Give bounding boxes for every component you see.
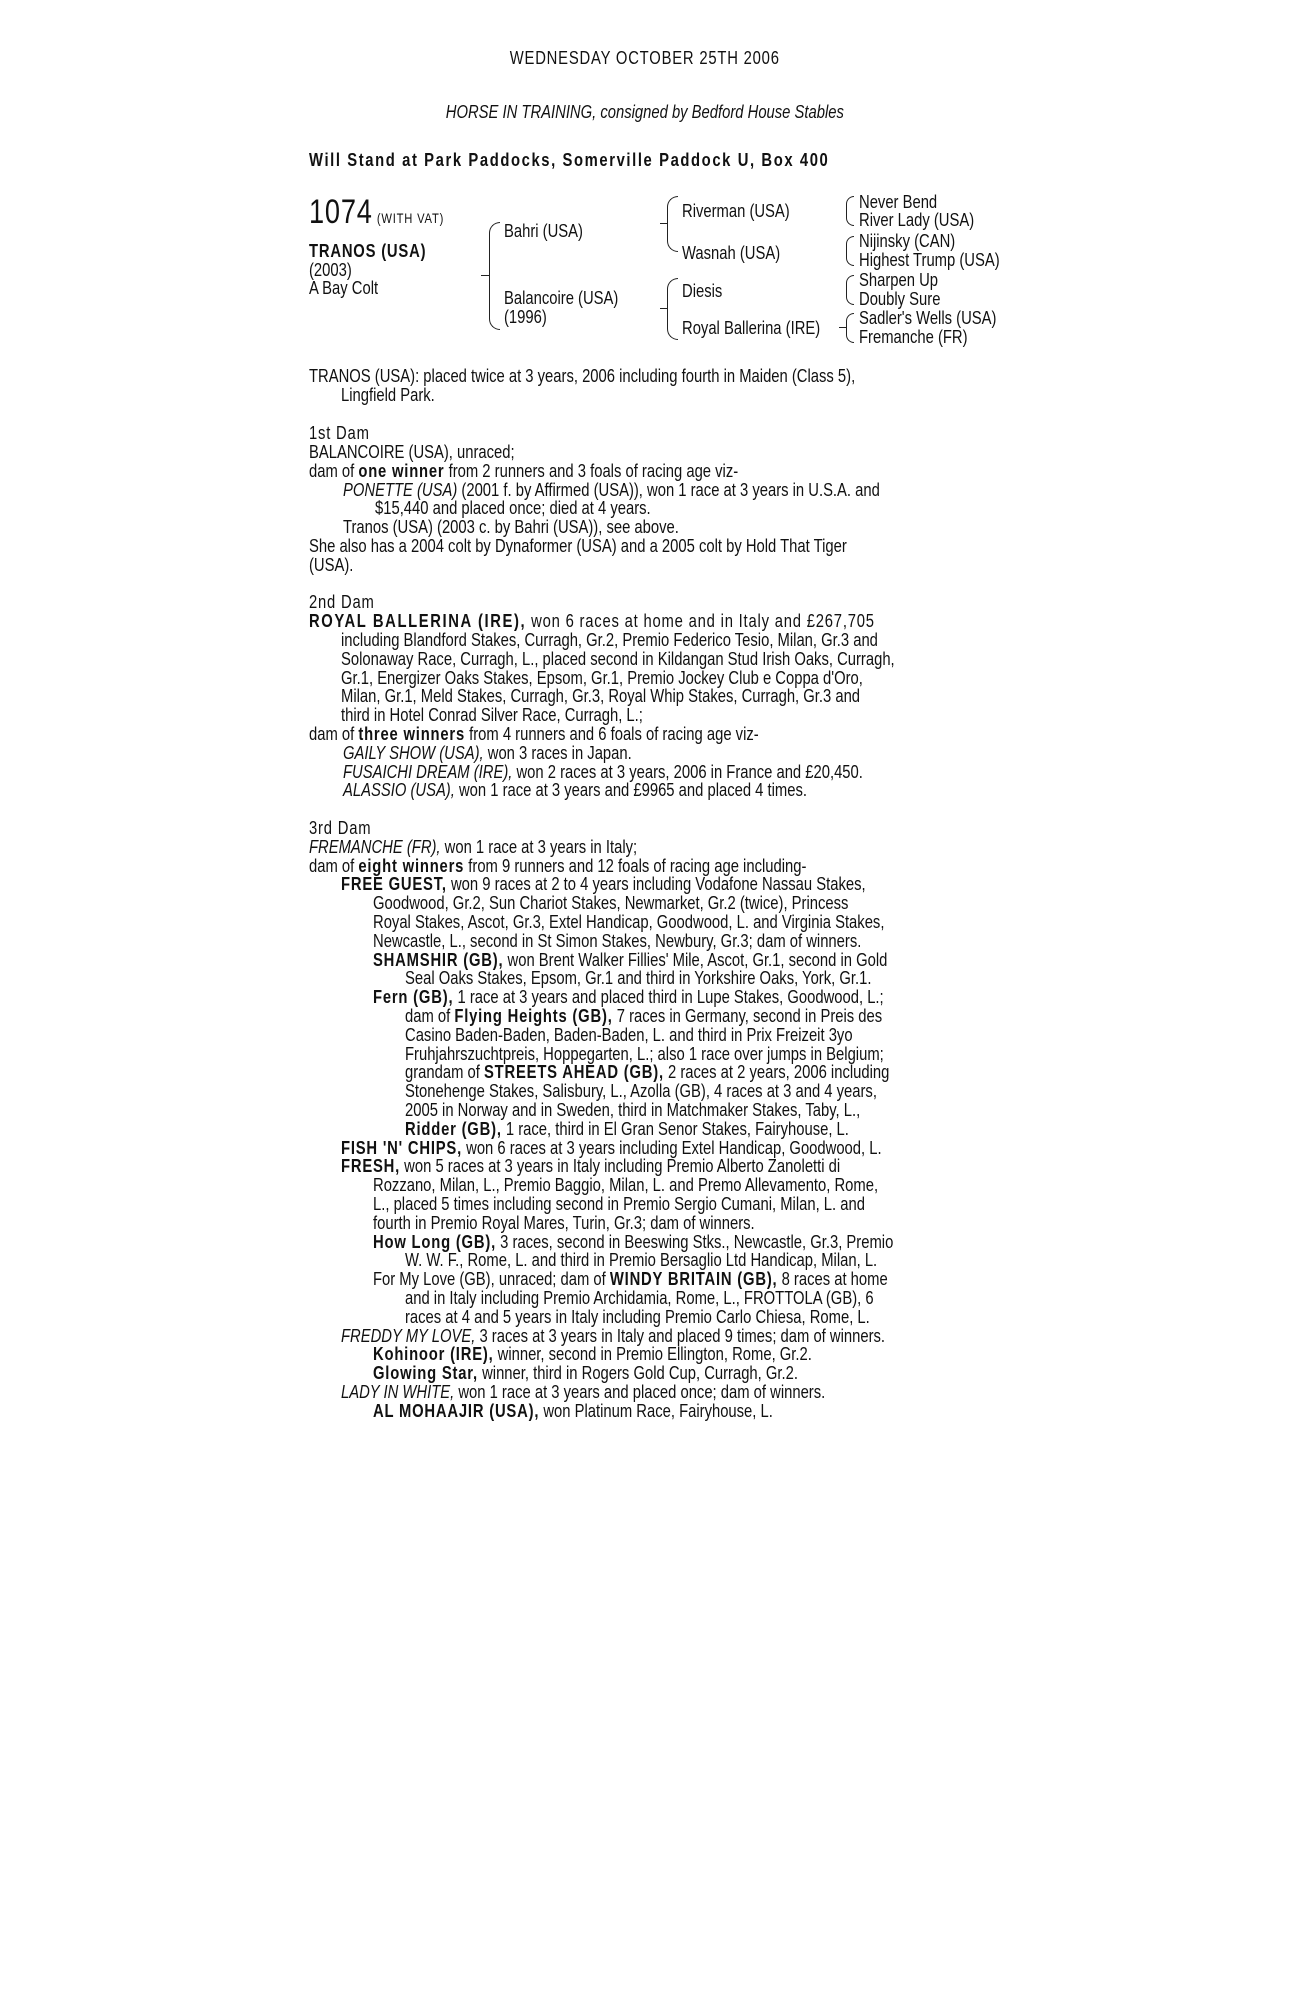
horse-year: (2003) — [309, 259, 352, 280]
dam3-line: LADY IN WHITE, won 1 race at 3 years and placed once; dam of winners. — [341, 1381, 826, 1402]
horse-name: TRANOS (USA) — [309, 240, 427, 261]
section-heading: 2nd Dam — [309, 591, 375, 612]
lot-heading — [309, 195, 444, 229]
dam2-line: Solonaway Race, Curragh, L., placed second in Kildangan Stud Irish Oaks, Curragh, — [341, 648, 895, 669]
dam3-line: FRESH, won 5 races at 3 years in Italy including Premio Alberto Zanoletti di — [341, 1155, 841, 1176]
dam2-line: GAILY SHOW (USA), won 3 races in Japan. — [343, 742, 632, 763]
pedigree-dss: Sharpen Up — [859, 269, 938, 290]
pedigree-sds: Nijinsky (CAN) — [859, 230, 956, 251]
dam1-line: dam of one winner from 2 runners and 3 foals of racing age viz- — [309, 460, 739, 481]
vat-label: (WITH VAT) — [376, 210, 445, 226]
dam3-line: grandam of STREETS AHEAD (GB), 2 races at 2 years, 2006 including — [405, 1061, 890, 1082]
pedigree-ssd: River Lady (USA) — [859, 209, 975, 230]
horse-description: A Bay Colt — [309, 277, 379, 298]
pedigree-dd: Royal Ballerina (IRE) — [682, 317, 821, 338]
dam3-line: FREMANCHE (FR), won 1 race at 3 years in Italy; — [309, 836, 638, 857]
dam3-line: Glowing Star, winner, third in Rogers Gold Cup, Curragh, Gr.2. — [373, 1362, 798, 1383]
pedigree-ddd: Fremanche (FR) — [859, 326, 968, 347]
dam1-line: She also has a 2004 colt by Dynaformer (USA) and a 2005 colt by Hold That Tiger — [309, 535, 847, 556]
consignment: HORSE IN TRAINING, consigned by Bedford House Stables — [445, 101, 845, 122]
dam3-line: Kohinoor (IRE), winner, second in Premio Ellington, Rome, Gr.2. — [373, 1343, 812, 1364]
pedigree-ds: Diesis — [682, 280, 723, 301]
pedigree-brace-1-tip — [481, 275, 489, 276]
dam1-line: BALANCOIRE (USA), unraced; — [309, 441, 515, 462]
pedigree-brace-2b — [667, 278, 678, 340]
lot-number: 1074 — [309, 193, 373, 231]
pedigree-dds: Sadler's Wells (USA) — [859, 307, 997, 328]
dam3-line: Royal Stakes, Ascot, Gr.3, Extel Handicap, Goodwood, L. and Virginia Stakes, — [373, 911, 885, 932]
dam3-line: L., placed 5 times including second in Premio Sergio Cumani, Milan, L. and — [373, 1193, 865, 1214]
dam3-line: and in Italy including Premio Archidamia, Rome, L., FROTTOLA (GB), 6 — [405, 1287, 874, 1308]
dam3-line: Casino Baden-Baden, Baden-Baden, L. and third in Prix Freizeit 3yo — [405, 1024, 853, 1045]
dam3-line: Rozzano, Milan, L., Premio Baggio, Milan, L. and Premo Allevamento, Rome, — [373, 1174, 879, 1195]
dam3-line: fourth in Premio Royal Mares, Turin, Gr.3; dam of winners. — [373, 1212, 755, 1233]
dam3-line: Seal Oaks Stakes, Epsom, Gr.1 and third in Yorkshire Oaks, York, Gr.1. — [405, 967, 872, 988]
dam2-line: Milan, Gr.1, Meld Stakes, Curragh, Gr.3, Royal Whip Stakes, Curragh, Gr.3 and — [341, 685, 861, 706]
pedigree-sire: Bahri (USA) — [504, 220, 583, 241]
pedigree-sd: Wasnah (USA) — [682, 242, 781, 263]
dam3-line: Newcastle, L., second in St Simon Stakes, Newbury, Gr.3; dam of winners. — [373, 930, 862, 951]
dam3-line: How Long (GB), 3 races, second in Beeswing Stks., Newcastle, Gr.3, Premio — [373, 1231, 894, 1252]
pedigree-brace-3b — [846, 236, 854, 266]
dam3-line: Fruhjahrszuchtpreis, Hoppegarten, L.; also 1 race over jumps in Belgium; — [405, 1043, 884, 1064]
summary-line: Lingfield Park. — [341, 384, 435, 405]
location: Will Stand at Park Paddocks, Somerville Paddock U, Box 400 — [309, 149, 830, 170]
dam3-line: For My Love (GB), unraced; dam of WINDY BRITAIN (GB), 8 races at home — [373, 1268, 888, 1289]
pedigree-brace-3d — [846, 313, 854, 343]
dam3-line: Fern (GB), 1 race at 3 years and placed third in Lupe Stakes, Goodwood, L.; — [373, 986, 884, 1007]
sale-date: WEDNESDAY OCTOBER 25TH 2006 — [510, 47, 780, 68]
dam3-line: FREE GUEST, won 9 races at 2 to 4 years including Vodafone Nassau Stakes, — [341, 873, 866, 894]
dam2-line: including Blandford Stakes, Curragh, Gr.2, Premio Federico Tesio, Milan, Gr.3 and — [341, 629, 878, 650]
dam3-line: FREDDY MY LOVE, 3 races at 3 years in Italy and placed 9 times; dam of winners. — [341, 1325, 886, 1346]
dam3-line: Stonehenge Stakes, Salisbury, L., Azolla (GB), 4 races at 3 and 4 years, — [405, 1080, 877, 1101]
dam3-line: dam of eight winners from 9 runners and 12 foals of racing age including- — [309, 855, 807, 876]
pedigree-sss: Never Bend — [859, 191, 938, 212]
pedigree-brace-3d-tip — [839, 327, 847, 328]
pedigree-brace-3c — [846, 275, 854, 305]
dam3-line: W. W. F., Rome, L. and third in Premio Bersaglio Ltd Handicap, Milan, L. — [405, 1249, 878, 1270]
consignment-line — [0, 102, 1290, 121]
pedigree-ss: Riverman (USA) — [682, 200, 790, 221]
dam3-line: Ridder (GB), 1 race, third in El Gran Senor Stakes, Fairyhouse, L. — [405, 1118, 849, 1139]
pedigree-sdd: Highest Trump (USA) — [859, 249, 1000, 270]
dam3-line: dam of Flying Heights (GB), 7 races in Germany, second in Preis des — [405, 1005, 883, 1026]
dam2-line: ROYAL BALLERINA (IRE), won 6 races at home and in Italy and £267,705 — [309, 610, 875, 631]
dam3-line: AL MOHAAJIR (USA), won Platinum Race, Fairyhouse, L. — [373, 1400, 773, 1421]
section-heading: 1st Dam — [309, 422, 370, 443]
pedigree-brace-1 — [489, 222, 500, 330]
dam3-line: SHAMSHIR (GB), won Brent Walker Fillies' Mile, Ascot, Gr.1, second in Gold — [373, 949, 888, 970]
pedigree-brace-2a — [667, 196, 678, 252]
summary-line: TRANOS (USA): placed twice at 3 years, 2006 including fourth in Maiden (Class 5), — [309, 365, 856, 386]
dam1-line: PONETTE (USA) (2001 f. by Affirmed (USA)), won 1 race at 3 years in U.S.A. and — [343, 479, 880, 500]
pedigree-dam-year: (1996) — [504, 306, 547, 327]
dam2-line: FUSAICHI DREAM (IRE), won 2 races at 3 years, 2006 in France and £20,450. — [343, 761, 863, 782]
dam1-line: Tranos (USA) (2003 c. by Bahri (USA)), see above. — [343, 516, 679, 537]
pedigree-brace-2b-tip — [660, 308, 668, 309]
dam1-line: $15,440 and placed once; died at 4 years. — [375, 497, 651, 518]
pedigree-dam: Balancoire (USA) — [504, 287, 619, 308]
dam1-line: (USA). — [309, 554, 354, 575]
dam3-line: 2005 in Norway and in Sweden, third in Matchmaker Stakes, Taby, L., — [405, 1099, 861, 1120]
section-heading: 3rd Dam — [309, 817, 372, 838]
pedigree-dsd: Doubly Sure — [859, 288, 941, 309]
dam2-line: ALASSIO (USA), won 1 race at 3 years and £9965 and placed 4 times. — [343, 779, 807, 800]
dam3-line: races at 4 and 5 years in Italy including Premio Carlo Chiesa, Rome, L. — [405, 1306, 870, 1327]
dam2-line: third in Hotel Conrad Silver Race, Curragh, L.; — [341, 704, 643, 725]
sale-date-line — [0, 48, 1290, 67]
dam3-line: Goodwood, Gr.2, Sun Chariot Stakes, Newmarket, Gr.2 (twice), Princess — [373, 892, 849, 913]
pedigree-brace-2a-tip — [660, 223, 668, 224]
dam2-line: dam of three winners from 4 runners and 6 foals of racing age viz- — [309, 723, 759, 744]
pedigree-brace-3a — [846, 196, 854, 226]
dam2-line: Gr.1, Energizer Oaks Stakes, Epsom, Gr.1, Premio Jockey Club e Coppa d'Oro, — [341, 667, 863, 688]
dam3-line: FISH 'N' CHIPS, won 6 races at 3 years including Extel Handicap, Goodwood, L. — [341, 1137, 882, 1158]
